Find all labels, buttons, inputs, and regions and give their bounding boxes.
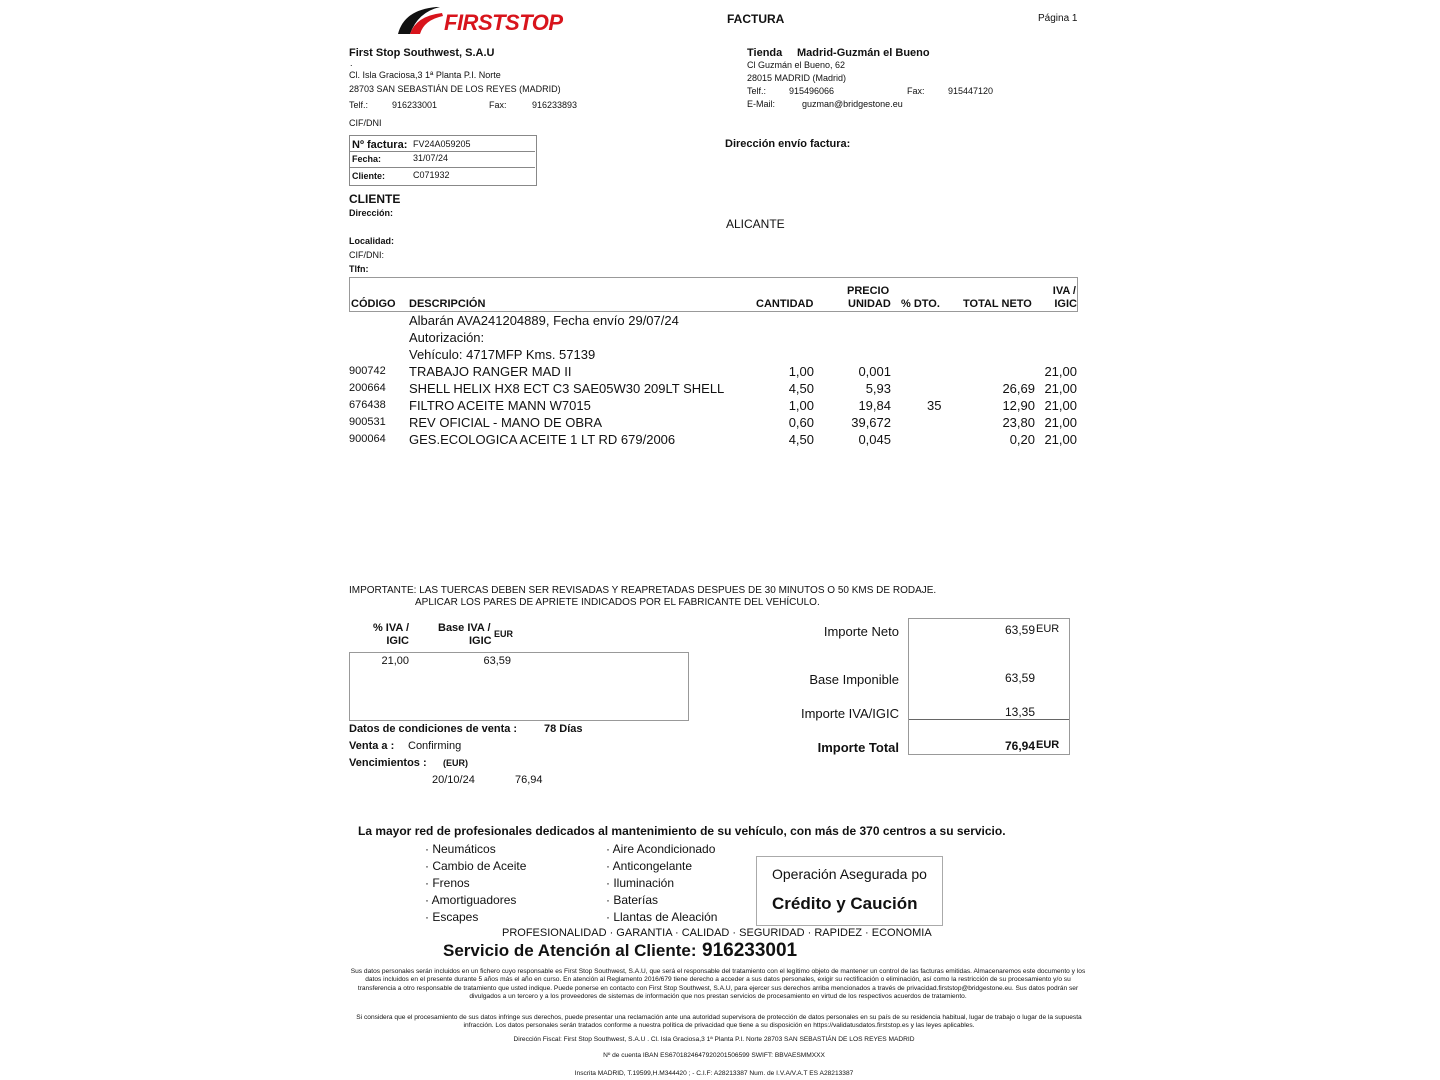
invoice-number: FV24A059205 bbox=[413, 139, 471, 149]
service-item: · Iluminación bbox=[606, 876, 675, 890]
fiscal-address: Dirección Fiscal: First Stop Southwest, S.A.U . Cl. Isla Graciosa,3 1ª Planta P.I. Norte 28703 SAN SEBASTIÁN DE LOS REYES MADRID bbox=[513, 1036, 915, 1043]
row-quantity: 4,50 bbox=[788, 381, 814, 396]
complaint-paragraph: Si considera que el procesamiento de sus datos infringe sus derechos, puede presentar una reclamación ante una autoridad supervisora de protección de datos personales en su país de su residencia habitual, lugar de trabajo o lugar de la supuesta infracción. Los datos personales serán tratados conforme a nuestra política de privacidad que tiene a su disposición en https://validatusdatos.firststop.es y las leyes aplicables. bbox=[356, 1014, 1082, 1030]
client-phone-label: Tlfn: bbox=[349, 264, 369, 274]
row-vat: 21,00 bbox=[1044, 415, 1077, 430]
customer-service-phone: 916233001 bbox=[702, 940, 798, 961]
tax-col-rate-1: % IVA / bbox=[372, 622, 409, 634]
service-item: · Cambio de Aceite bbox=[425, 859, 527, 873]
row-description: GES.ECOLOGICA ACEITE 1 LT RD 679/2006 bbox=[409, 432, 676, 447]
client-cif-label: CIF/DNI: bbox=[349, 250, 384, 260]
store-tel: 915496066 bbox=[789, 86, 835, 96]
vat-amount: 13,35 bbox=[1004, 705, 1035, 719]
divider bbox=[350, 151, 535, 152]
store-email-label: E-Mail: bbox=[747, 99, 776, 109]
invoice-client: C071932 bbox=[413, 170, 450, 180]
store-email: guzman@bridgestone.eu bbox=[802, 99, 903, 109]
row-description: SHELL HELIX HX8 ECT C3 SAE05W30 209LT SHELL bbox=[409, 381, 725, 396]
row-description: FILTRO ACEITE MANN W7015 bbox=[409, 398, 591, 413]
shipping-city: ALICANTE bbox=[726, 217, 785, 231]
shipping-label: Dirección envío factura: bbox=[725, 138, 851, 150]
header-vat-2: IGIC bbox=[1054, 298, 1077, 310]
row-quantity: 4,50 bbox=[788, 432, 814, 447]
client-locality-label: Localidad: bbox=[349, 236, 395, 246]
service-item: · Aire Acondicionado bbox=[606, 842, 716, 856]
sold-to-value: Confirming bbox=[408, 740, 462, 752]
sale-conditions-label: Datos de condiciones de venta : bbox=[349, 723, 518, 735]
net-amount-label: Importe Neto bbox=[823, 624, 899, 639]
service-item: · Llantas de Aleación bbox=[606, 910, 718, 924]
privacy-paragraph: Sus datos personales serán incluidos en un fichero cuyo responsable es First Stop Southwest, S.A.U, que será el responsable del tratamiento con el legítimo objeto de mantener un control de las facturas emitidas. Almacenaremos este documento y los datos incluidos en el presente durante 5 años más el año en curso. En atención al Reglamento 2016/679 tiene derecho a acceder a sus datos personales, exigir su rectificación o eliminación, así como la restricción de su procesamiento y/o su transferencia a otro responsable de tratamiento que usted indique. Puede ponerse en contacto con First Stop Southwest, S.A.U, para ejercer sus derechos arriba mencionados a través de privacidad.firststop@bridgestone.eu. Sus datos podrán ser divulgados a un tercero y a los proveedores de sistemas de información que nos prestan servicios de procesamiento en virtud de los respectivos acuerdos de tratamiento. bbox=[350, 968, 1086, 1001]
row-price: 19,84 bbox=[858, 398, 891, 413]
row-price: 5,93 bbox=[865, 381, 891, 396]
company-tel-label: Telf.: bbox=[349, 100, 369, 110]
invoice-date: 31/07/24 bbox=[413, 153, 449, 163]
insurance-line-2: Crédito y Caución bbox=[772, 894, 918, 913]
note-authorization: Autorización: bbox=[409, 330, 485, 345]
row-vat: 21,00 bbox=[1044, 381, 1077, 396]
row-vat: 21,00 bbox=[1044, 364, 1077, 379]
row-code: 900064 bbox=[349, 433, 386, 445]
registry-info: Inscrita MADRID, T.19599,H.M344420 ; - C.I.F: A28213387 Num. de I.V.A/V.A.T ES A28213387 bbox=[574, 1070, 854, 1077]
header-code: CÓDIGO bbox=[351, 298, 396, 310]
store-address-1: Cl Guzmán el Bueno, 62 bbox=[747, 60, 846, 70]
service-item: · Amortiguadores bbox=[425, 893, 517, 907]
company-cif-label: CIF/DNI bbox=[349, 118, 382, 128]
header-vat-1: IVA / bbox=[1052, 285, 1076, 297]
notice-line-2: APLICAR LOS PARES DE APRIETE INDICADOS POR EL FABRICANTE DEL VEHÍCULO. bbox=[415, 597, 820, 608]
vat-amount-label: Importe IVA/IGIC bbox=[800, 706, 899, 721]
row-code: 900531 bbox=[349, 416, 386, 428]
row-quantity: 1,00 bbox=[788, 398, 814, 413]
invoice-client-label: Cliente: bbox=[352, 171, 386, 181]
customer-service-label: Servicio de Atención al Cliente: bbox=[443, 941, 697, 960]
total-currency: EUR bbox=[1036, 739, 1060, 751]
row-vat: 21,00 bbox=[1044, 398, 1077, 413]
page-number: Página 1 bbox=[1038, 13, 1078, 24]
invoice-number-label: Nº factura: bbox=[352, 139, 408, 151]
row-quantity: 0,60 bbox=[788, 415, 814, 430]
service-item: · Escapes bbox=[425, 910, 479, 924]
row-net: 12,90 bbox=[1002, 398, 1035, 413]
tax-col-rate-2: IGIC bbox=[386, 635, 409, 647]
company-values: PROFESIONALIDAD · GARANTIA · CALIDAD · SEGURIDAD · RAPIDEZ · ECONOMIA bbox=[502, 927, 932, 939]
due-amount: 76,94 bbox=[515, 774, 543, 786]
company-fax-label: Fax: bbox=[489, 100, 507, 110]
row-code: 676438 bbox=[349, 399, 386, 411]
row-code: 200664 bbox=[349, 382, 386, 394]
due-dates-label: Vencimientos : bbox=[349, 757, 427, 769]
bank-account: Nº de cuenta IBAN ES6701824647920201506599 SWIFT: BBVAESMMXXX bbox=[603, 1052, 825, 1059]
service-item: · Baterías bbox=[606, 893, 659, 907]
divider bbox=[909, 719, 1069, 720]
row-net: 26,69 bbox=[1002, 381, 1035, 396]
invoice-date-label: Fecha: bbox=[352, 154, 382, 164]
header-description: DESCRIPCIÓN bbox=[409, 298, 486, 310]
client-address-label: Dirección: bbox=[349, 208, 394, 218]
header-quantity: CANTIDAD bbox=[756, 298, 814, 310]
store-fax: 915447120 bbox=[948, 86, 994, 96]
tax-rate: 21,00 bbox=[381, 655, 409, 667]
header-net-total: TOTAL NETO bbox=[963, 298, 1032, 310]
totals-box bbox=[908, 618, 1070, 755]
tax-col-base-2: IGIC bbox=[469, 635, 492, 647]
total-amount: 76,94 bbox=[1004, 739, 1035, 753]
row-code: 900742 bbox=[349, 365, 386, 377]
store-fax-label: Fax: bbox=[907, 86, 925, 96]
divider bbox=[350, 167, 535, 168]
company-fax: 916233893 bbox=[532, 100, 578, 110]
row-description: TRABAJO RANGER MAD II bbox=[409, 364, 572, 379]
tax-currency: EUR bbox=[494, 629, 514, 639]
net-amount: 63,59 bbox=[1004, 623, 1035, 637]
insurance-line-1: Operación Asegurada po bbox=[772, 866, 927, 882]
note-vehicle: Vehículo: 4717MFP Kms. 57139 bbox=[409, 347, 596, 362]
logo-text: FIRSTSTOP bbox=[444, 10, 563, 35]
row-price: 0,045 bbox=[858, 432, 891, 447]
company-tel: 916233001 bbox=[392, 100, 438, 110]
notice-line-1: IMPORTANTE: LAS TUERCAS DEBEN SER REVISADAS Y REAPRETADAS DESPUES DE 30 MINUTOS O 50 KMS DE RODAJE. bbox=[349, 585, 937, 596]
service-item: · Neumáticos bbox=[425, 842, 496, 856]
row-discount: 35 bbox=[927, 398, 942, 413]
store-name: Madrid-Guzmán el Bueno bbox=[797, 47, 930, 59]
service-item: · Frenos bbox=[425, 876, 470, 890]
due-currency: (EUR) bbox=[443, 758, 468, 768]
row-quantity: 1,00 bbox=[788, 364, 814, 379]
header-price-2: UNIDAD bbox=[848, 298, 891, 310]
sale-conditions-value: 78 Días bbox=[544, 723, 583, 735]
header-price-1: PRECIO bbox=[847, 285, 890, 297]
document-title: FACTURA bbox=[727, 12, 785, 26]
tax-col-base-1: Base IVA / bbox=[438, 622, 491, 634]
company-address-1: Cl. Isla Graciosa,3 1ª Planta P.I. Norte bbox=[349, 70, 501, 80]
row-net: 0,20 bbox=[1009, 432, 1035, 447]
store-tel-label: Telf.: bbox=[747, 86, 767, 96]
taxable-base-label: Base Imponible bbox=[809, 672, 899, 687]
header-discount: % DTO. bbox=[901, 298, 940, 310]
firststop-swoosh-icon bbox=[396, 4, 444, 36]
company-logo bbox=[396, 4, 566, 36]
row-price: 39,672 bbox=[851, 415, 891, 430]
company-name: First Stop Southwest, S.A.U bbox=[349, 47, 495, 59]
sold-to-label: Venta a : bbox=[349, 740, 395, 752]
row-description: REV OFICIAL - MANO DE OBRA bbox=[409, 415, 603, 430]
company-dot: . bbox=[350, 58, 353, 68]
row-net: 23,80 bbox=[1002, 415, 1035, 430]
total-amount-label: Importe Total bbox=[817, 740, 899, 755]
client-title: CLIENTE bbox=[349, 192, 401, 206]
tax-base: 63,59 bbox=[483, 655, 511, 667]
company-address-2: 28703 SAN SEBASTIÁN DE LOS REYES (MADRID) bbox=[349, 84, 561, 94]
row-price: 0,001 bbox=[858, 364, 891, 379]
service-item: · Anticongelante bbox=[606, 859, 693, 873]
store-label: Tienda bbox=[747, 47, 783, 59]
due-date: 20/10/24 bbox=[432, 774, 475, 786]
net-currency: EUR bbox=[1036, 623, 1060, 635]
taxable-base: 63,59 bbox=[1004, 671, 1035, 685]
promo-headline: La mayor red de profesionales dedicados al mantenimiento de su vehículo, con más de 370 centros a su servicio. bbox=[358, 824, 1006, 838]
row-vat: 21,00 bbox=[1044, 432, 1077, 447]
note-delivery: Albarán AVA241204889, Fecha envío 29/07/24 bbox=[409, 313, 679, 328]
store-address-2: 28015 MADRID (Madrid) bbox=[747, 73, 847, 83]
